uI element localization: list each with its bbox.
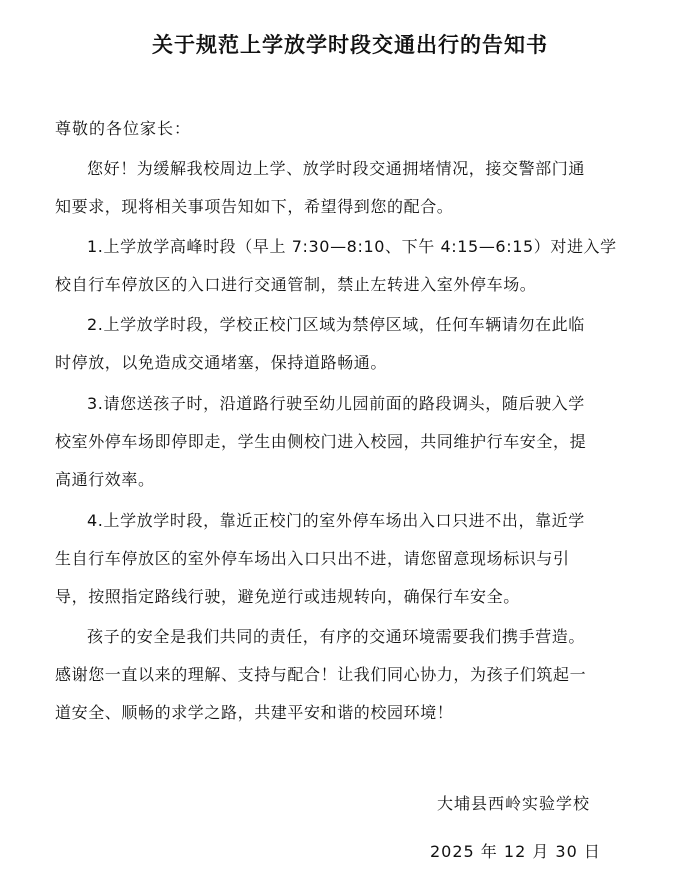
signature-date: 2025 年 12 月 30 日 <box>430 842 601 861</box>
paragraph-line: 时停放，以免造成交通堵塞，保持道路畅通。 <box>55 353 388 372</box>
paragraph-line: 3.请您送孩子时，沿道路行驶至幼儿园前面的路段调头，随后驶入学 <box>87 394 585 413</box>
paragraph-greeting <box>55 150 655 226</box>
paragraph-line: 知要求，现将相关事项告知如下，希望得到您的配合。 <box>55 197 454 216</box>
salutation: 尊敬的各位家长： <box>55 119 192 138</box>
paragraph-line: 校自行车停放区的入口进行交通管制，禁止左转进入室外停车场。 <box>55 275 537 294</box>
paragraph-line: 生自行车停放区的室外停车场出入口只出不进，请您留意现场标识与引 <box>55 549 570 568</box>
paragraph-line: 导，按照指定路线行驶，避免逆行或违规转向，确保行车安全。 <box>55 587 520 606</box>
paragraph-line: 1.上学放学高峰时段（早上 7:30—8:10、下午 4:15—6:15）对进入学 <box>87 237 617 256</box>
document-title: 关于规范上学放学时段交通出行的告知书 <box>152 32 548 57</box>
paragraph-item-3 <box>55 385 655 499</box>
paragraph-line: 感谢您一直以来的理解、支持与配合！让我们同心协力，为孩子们筑起一 <box>55 665 587 684</box>
signature-school: 大埔县西岭实验学校 <box>437 794 591 813</box>
paragraph-closing <box>55 618 655 732</box>
paragraph-line: 孩子的安全是我们共同的责任，有序的交通环境需要我们携手营造。 <box>87 627 586 646</box>
paragraph-line: 道安全、顺畅的求学之路，共建平安和谐的校园环境！ <box>55 703 454 722</box>
paragraph-line: 校室外停车场即停即走，学生由侧校门进入校园，共同维护行车安全，提 <box>55 432 587 451</box>
paragraph-line: 您好！为缓解我校周边上学、放学时段交通拥堵情况，接交警部门通 <box>87 159 586 178</box>
paragraph-item-4 <box>55 502 655 616</box>
paragraph-line: 2.上学放学时段，学校正校门区域为禁停区域，任何车辆请勿在此临 <box>87 315 585 334</box>
paragraph-line: 高通行效率。 <box>55 470 155 489</box>
paragraph-item-1 <box>55 228 655 304</box>
paragraph-item-2 <box>55 306 655 382</box>
paragraph-line: 4.上学放学时段，靠近正校门的室外停车场出入口只进不出，靠近学 <box>87 511 585 530</box>
